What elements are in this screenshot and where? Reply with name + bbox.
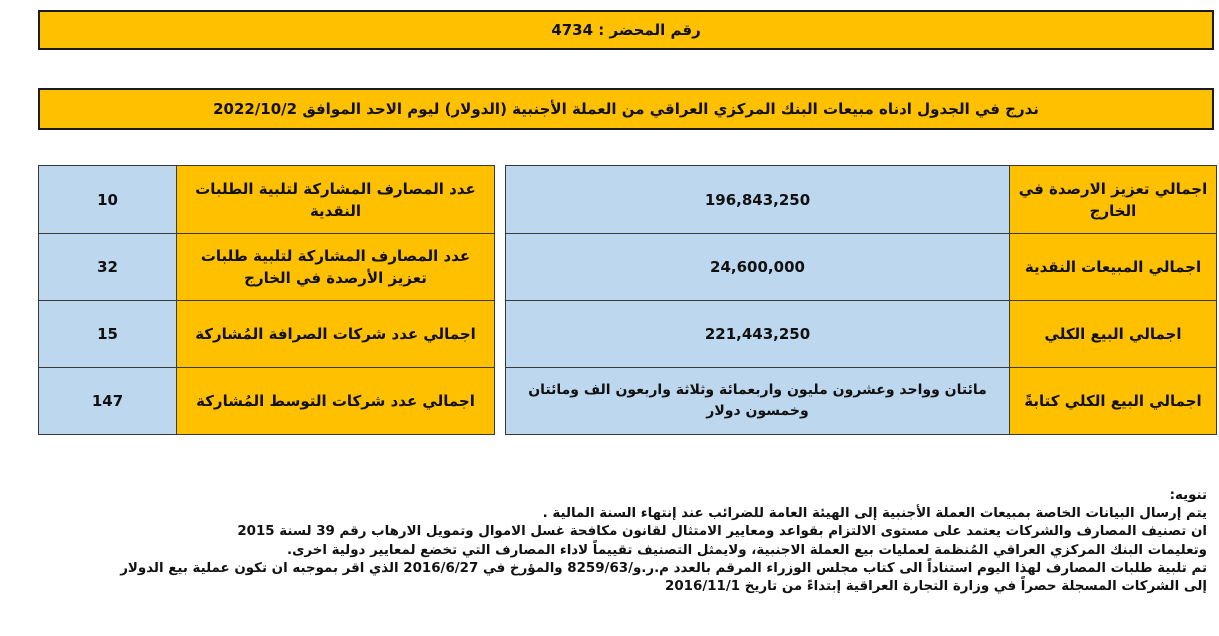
heading-bar [38,88,1214,130]
total-balance-reinforcement-label: اجمالي تعزيز الارصدة في الخارج [1010,166,1217,234]
note-line: ان تصنيف المصارف والشركات يعتمد على مستوى الالتزام بقواعد ومعايير الامتثال لقانون مكافحة غسل الاموال وتمويل الارهاب رقم 39 لسنة 2015 [237,524,1207,540]
notes-section [57,487,1207,596]
record-number-bar [38,10,1214,50]
table-row [39,234,495,301]
table-row [506,166,1217,234]
total-cash-sales-value: 24,600,000 [506,234,1010,301]
cash-banks-count-value: 10 [39,166,177,234]
table-row [506,234,1217,301]
sales-heading: ندرج في الجدول ادناه مبيعات البنك المركزي العراقي من العملة الأجنبية (الدولار) ليوم الاحد الموافق 2022/10/2 [213,100,1039,118]
brokerage-companies-count-value: 147 [39,368,177,435]
table-row [39,166,495,234]
exchange-companies-count-label: اجمالي عدد شركات الصرافة المُشاركة [177,301,495,368]
participants-table [38,165,495,435]
notes-title: تنويه: [1169,488,1207,503]
sales-totals-table [505,165,1217,435]
note-line: يتم إرسال البيانات الخاصة بمبيعات العملة الأجنبية إلى الهيئة العامة للضرائب عند إنتهاء السنة المالية . [542,506,1207,522]
exchange-companies-count-value: 15 [39,301,177,368]
total-sales-label: اجمالي البيع الكلي [1010,301,1217,368]
note-line: تم تلبية طلبات المصارف لهذا اليوم استناداً الى كتاب مجلس الوزراء المرقم بالعدد م.ر.و/8259/63 والمؤرخ في 2016/6/27 الذي اقر بموجبه ان تكون عملية بيع الدولار [120,560,1207,576]
table-row [506,301,1217,368]
total-sales-written-value: مائتان وواحد وعشرون مليون واربعمائة وثلاثة واربعون الف ومائتان وخمسون دولار [506,368,1010,435]
note-line: وتعليمات البنك المركزي العراقي المُنظمة لعمليات بيع العملة الاجنبية، ولايمثل التصنيف تقييماً لاداء المصارف التي تخضع لمعايير دولية اخرى. [287,542,1207,558]
brokerage-companies-count-label: اجمالي عدد شركات التوسط المُشاركة [177,368,495,435]
table-row [506,368,1217,435]
note-line: إلى الشركات المسجلة حصراً في وزارة التجارة العراقية إبتداءً من تاريخ 2016/11/1 [665,579,1207,595]
total-sales-value: 221,443,250 [506,301,1010,368]
total-sales-written-label: اجمالي البيع الكلي كتابةً [1010,368,1217,435]
table-row [39,368,495,435]
cash-banks-count-label: عدد المصارف المشاركة لتلبية الطلبات النقدية [177,166,495,234]
total-cash-sales-label: اجمالي المبيعات النقدية [1010,234,1217,301]
reinforcement-banks-count-label: عدد المصارف المشاركة لتلبية طلبات تعزيز الأرصدة في الخارج [177,234,495,301]
total-balance-reinforcement-value: 196,843,250 [506,166,1010,234]
table-row [39,301,495,368]
reinforcement-banks-count-value: 32 [39,234,177,301]
record-number: رقم المحضر : 4734 [551,21,701,39]
